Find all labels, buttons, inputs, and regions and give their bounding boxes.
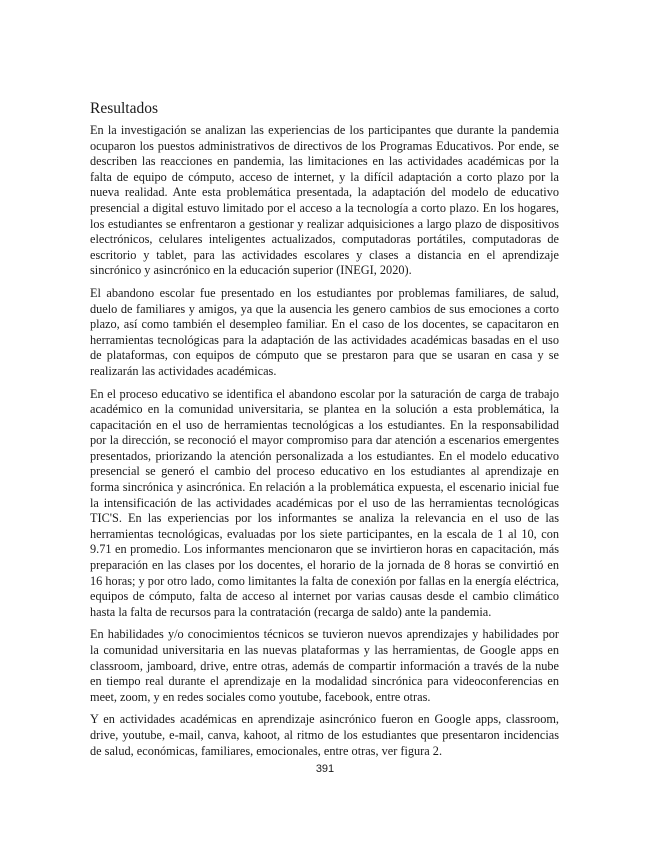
- page-number: 391: [315, 763, 335, 775]
- document-page: [90, 100, 559, 766]
- section-heading-resultados: Resultados: [90, 100, 159, 117]
- paragraph-4: En habilidades y/o conocimientos técnicos se tuvieron nuevos aprendizajes y habilidades por la comunidad universitaria en las nuevas plataformas y las herramientas, de Google apps en classroom, jamboard, drive, entre otras, además de compartir información a través de la nube en tiempo real durante el aprendizaje en la modalidad sincrónica para videoconferencias en meet, zoom, y en redes sociales como youtube, facebook, entre otras.: [90, 627, 559, 704]
- paragraph-3: En el proceso educativo se identifica el abandono escolar por la saturación de carga de trabajo académico en la comunidad universitaria, se plantea en la solución a esta problemática, la capacitación en el uso de herramientas tecnológicas a los estudiantes. En la responsabilidad por la dirección, se reconoció el mayor compromiso para dar atención a escenarios emergentes presentados, priorizando la atención personalizada a los estudiantes. En el modelo educativo presencial se generó el cambio del proceso educativo en los estudiantes al aprendizaje en forma sincrónica y asincrónica. En relación a la problemática expuesta, el escenario inicial fue la intensificación de las actividades académicas por el uso de las herramientas tecnológicas TIC'S. En las experiencias por los informantes se analiza la relevancia en el uso de las herramientas tecnológicas, evaluadas por los siete participantes, en la escala de 1 al 10, con 9.71 en promedio. Los informantes mencionaron que se invirtieron horas en capacitación, más preparación en las clases por los docentes, el horario de la jornada de 8 horas se convirtió en 16 horas; y por otro lado, como limitantes la falta de conexión por fallas en la energía eléctrica, equipos de cómputo, falta de acceso al internet por varias causas desde el cambio climático hasta la falta de recursos para la contratación (recarga de saldo) ante la pandemia.: [90, 386, 559, 619]
- paragraph-2: El abandono escolar fue presentado en los estudiantes por problemas familiares, de salud, duelo de familiares y amigos, ya que la ausencia les genero cambios de sus emociones a corto plazo, así como también el desempleo familiar. En el caso de los docentes, se capacitaron en herramientas tecnológicas para la adaptación de las actividades académicas basadas en el uso de plataformas, con equipos de cómputo que se prestaron para que se usaran en casa y se realizarán las actividades académicas.: [90, 285, 559, 378]
- paragraph-1: En la investigación se analizan las experiencias de los participantes que durante la pandemia ocuparon los puestos administrativos de directivos de los Programas Educativos. Por ende, se describen las reacciones en pandemia, las limitaciones en las actividades académicas por la falta de equipo de cómputo, acceso de internet, y la difícil adaptación a corto plazo por la nueva realidad. Ante esta problemática presentada, la adaptación del modelo de educativo presencial a digital estuvo limitado por el acceso a la tecnología a corto plazo. En los hogares, los estudiantes se enfrentaron a gestionar y realizar adquisiciones a largo plazo de dispositivos electrónicos, celulares inteligentes actualizados, computadoras portátiles, computadoras de escritorio y tablet, para las actividades escolares y clases a distancia en el aprendizaje sincrónico y asincrónico en la educación superior (INEGI, 2020).: [90, 123, 559, 278]
- paragraph-5: Y en actividades académicas en aprendizaje asincrónico fueron en Google apps, classroom, drive, youtube, e-mail, canva, kahoot, al ritmo de los estudiantes que presentaron incidencias de salud, económicas, familiares, emocionales, entre otras, ver figura 2.: [90, 712, 559, 758]
